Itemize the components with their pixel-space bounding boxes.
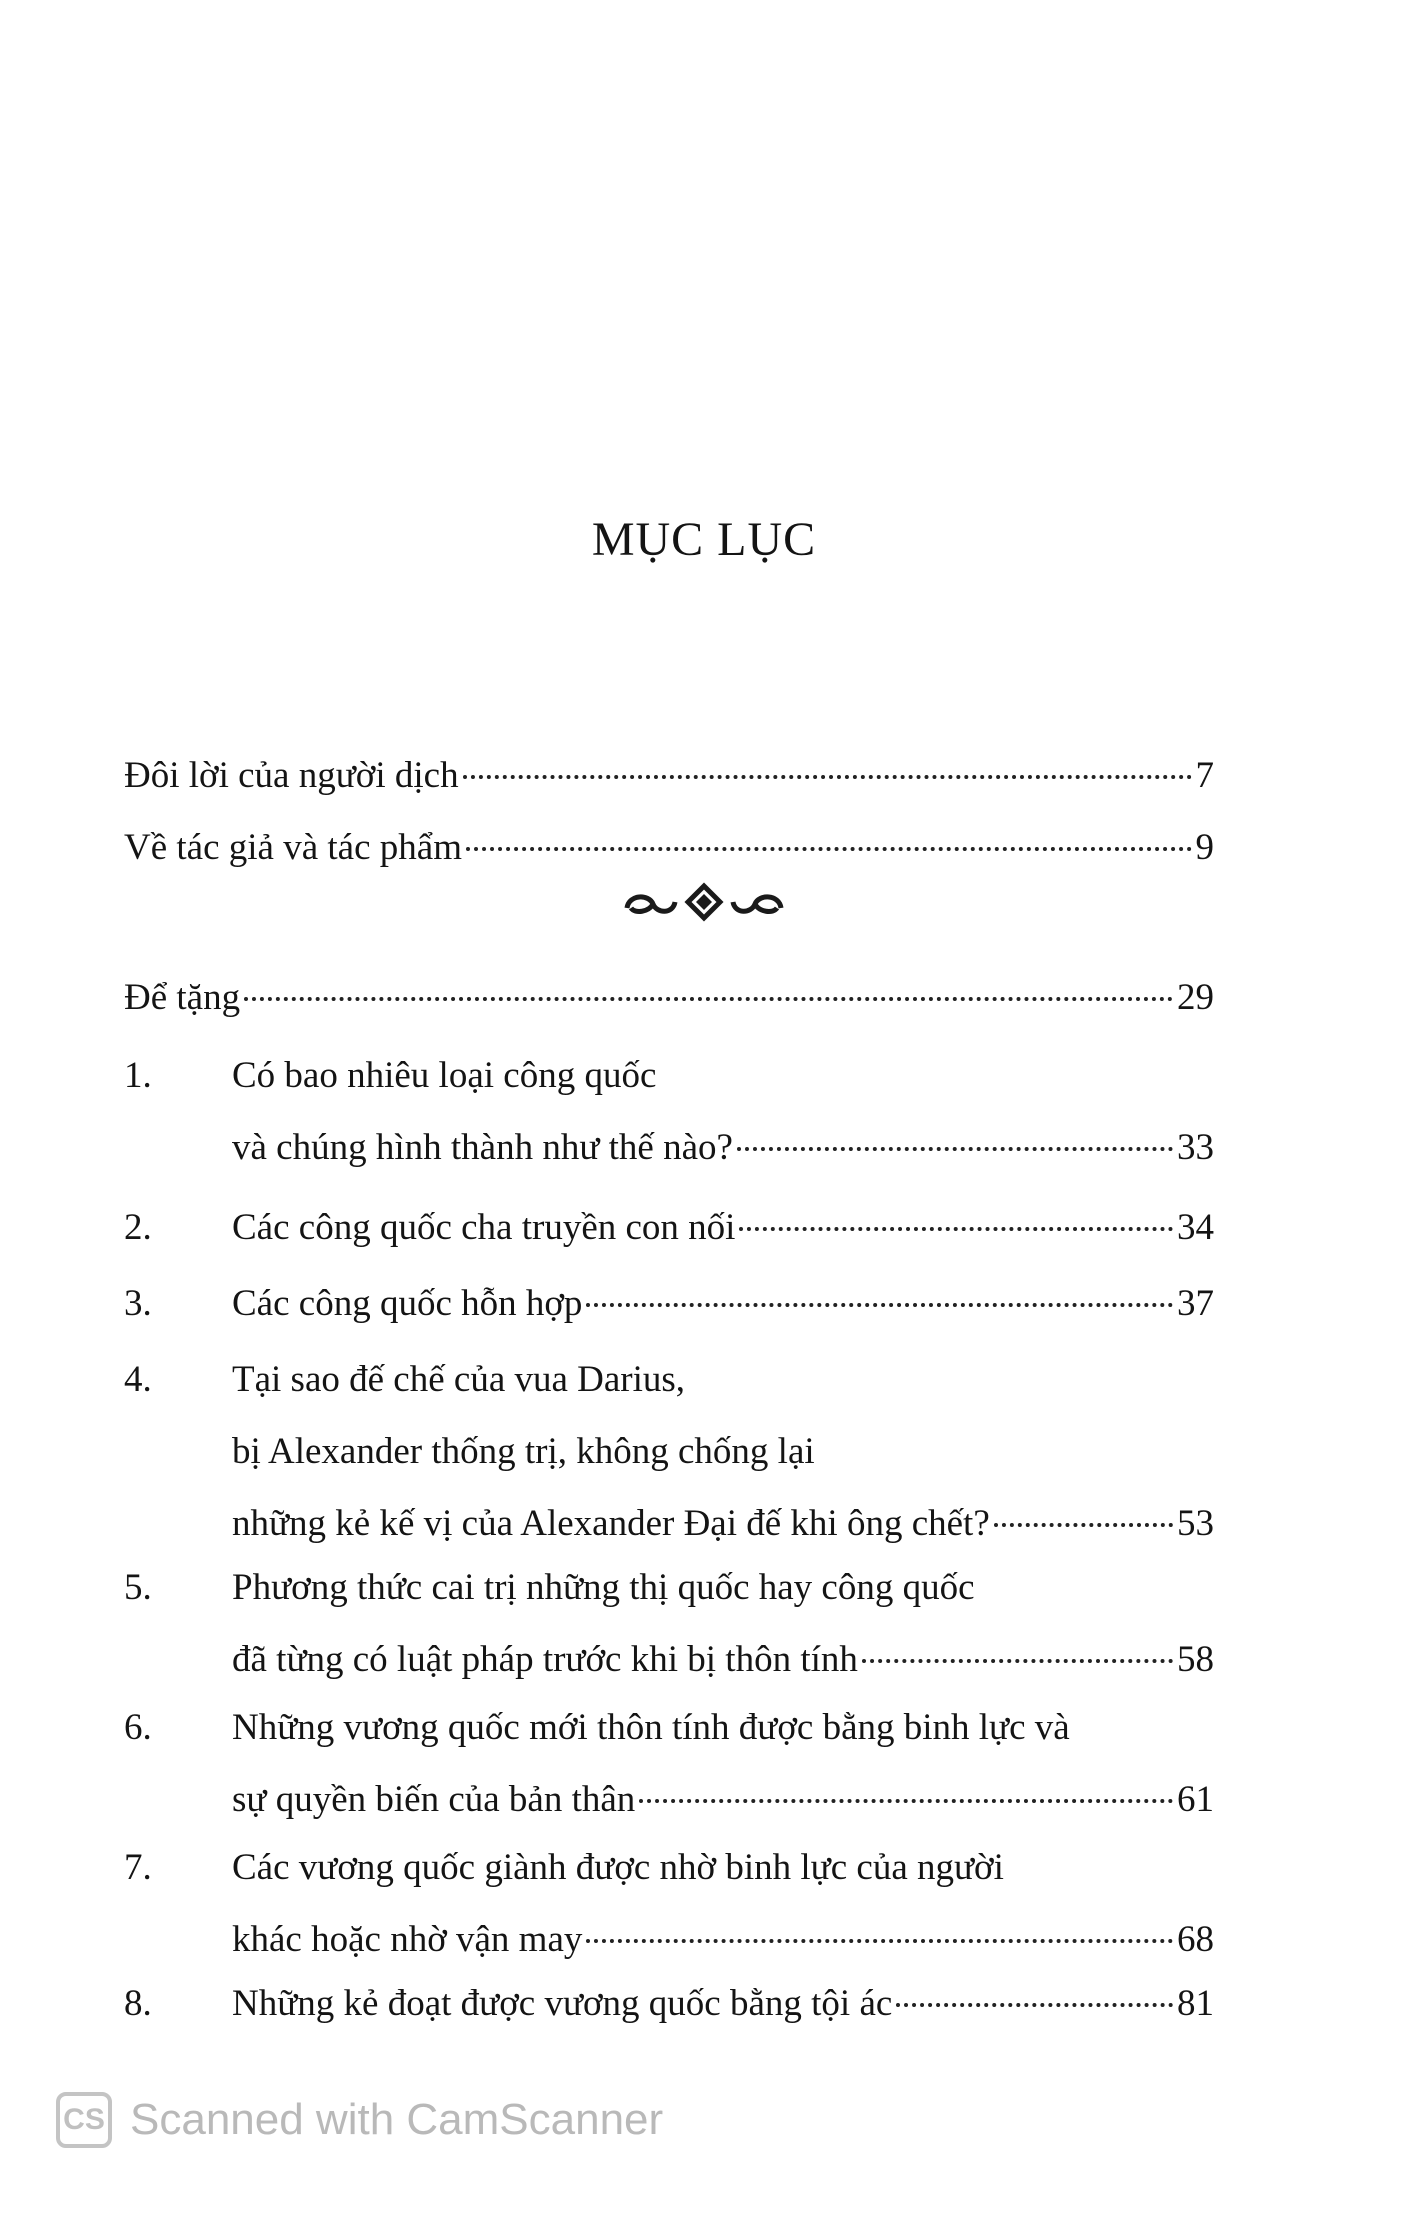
toc-chapter-1[interactable] xyxy=(124,1040,1214,1184)
toc-page-number: 81 xyxy=(1177,1983,1214,2024)
toc-page-number: 34 xyxy=(1177,1207,1214,1248)
chapter-number: 4. xyxy=(124,1359,152,1400)
chapter-title-line: Các vương quốc giành được nhờ binh lực của người xyxy=(232,1847,1004,1888)
dot-leader xyxy=(739,1227,1173,1231)
toc-page-number: 58 xyxy=(1177,1639,1214,1680)
chapter-number: 7. xyxy=(124,1847,152,1888)
dot-leader xyxy=(862,1659,1173,1663)
chapter-number: 2. xyxy=(124,1207,152,1248)
dot-leader xyxy=(896,2003,1173,2007)
dot-leader xyxy=(586,1303,1173,1307)
ornament-divider xyxy=(0,880,1408,934)
toc-page-number: 37 xyxy=(1177,1283,1214,1324)
toc-chapter-8[interactable] xyxy=(124,1968,1214,2040)
chapter-title-line: Tại sao đế chế của vua Darius, xyxy=(232,1359,686,1400)
toc-page-number: 61 xyxy=(1177,1779,1214,1820)
chapter-number: 8. xyxy=(124,1983,152,2024)
chapter-title-line: đã từng có luật pháp trước khi bị thôn tính xyxy=(232,1639,858,1680)
toc-entry-text: Về tác giả và tác phẩm xyxy=(124,827,462,868)
chapter-number: 5. xyxy=(124,1567,152,1608)
toc-entry-dedication[interactable] xyxy=(124,962,1214,1034)
chapter-title-line: Phương thức cai trị những thị quốc hay công quốc xyxy=(232,1567,975,1608)
chapter-title-line: Các công quốc hỗn hợp xyxy=(232,1283,583,1324)
toc-chapter-6[interactable] xyxy=(124,1692,1214,1836)
dot-leader xyxy=(639,1799,1173,1803)
scanner-watermark xyxy=(56,2092,663,2148)
camscanner-logo-icon: CS xyxy=(56,2092,112,2148)
dot-leader xyxy=(586,1939,1173,1943)
chapter-title-line: sự quyền biến của bản thân xyxy=(232,1779,636,1820)
toc-chapter-5[interactable] xyxy=(124,1552,1214,1696)
toc-chapter-4[interactable] xyxy=(124,1344,1214,1560)
toc-entry-text: Đôi lời của người dịch xyxy=(124,755,459,796)
dot-leader xyxy=(994,1523,1173,1527)
chapter-number: 6. xyxy=(124,1707,152,1748)
chapter-title-line: những kẻ kế vị của Alexander Đại đế khi ông chết? xyxy=(232,1503,990,1544)
toc-page-number: 33 xyxy=(1177,1127,1214,1168)
toc-entry-about-author[interactable] xyxy=(124,812,1214,884)
flourish-ornament-icon xyxy=(619,880,789,924)
chapter-title-line: Các công quốc cha truyền con nối xyxy=(232,1207,736,1248)
toc-page-number: 68 xyxy=(1177,1919,1214,1960)
chapter-number: 1. xyxy=(124,1055,152,1096)
toc-chapter-2[interactable] xyxy=(124,1192,1214,1264)
chapter-number: 3. xyxy=(124,1283,152,1324)
page-title: MỤC LỤC xyxy=(591,513,817,566)
chapter-title-line: và chúng hình thành như thế nào? xyxy=(232,1127,733,1168)
toc-page-number: 53 xyxy=(1177,1503,1214,1544)
watermark-text: Scanned with CamScanner xyxy=(130,2095,664,2144)
toc-entry-text: Để tặng xyxy=(124,977,241,1018)
dot-leader xyxy=(466,847,1192,851)
toc-page-number: 9 xyxy=(1195,827,1214,868)
toc-chapter-7[interactable] xyxy=(124,1832,1214,1976)
chapter-title-line: Những vương quốc mới thôn tính được bằng binh lực và xyxy=(232,1707,1070,1748)
chapter-title-line: bị Alexander thống trị, không chống lại xyxy=(232,1431,815,1472)
chapter-title-line: khác hoặc nhờ vận may xyxy=(232,1919,583,1960)
toc-page-number: 29 xyxy=(1177,977,1214,1018)
toc-entry-translator-note[interactable] xyxy=(124,740,1214,812)
toc-chapter-3[interactable] xyxy=(124,1268,1214,1340)
toc-page-number: 7 xyxy=(1195,755,1214,796)
dot-leader xyxy=(244,997,1173,1001)
dot-leader xyxy=(463,775,1192,779)
dot-leader xyxy=(737,1147,1173,1151)
chapter-title-line: Có bao nhiêu loại công quốc xyxy=(232,1055,657,1096)
chapter-title-line: Những kẻ đoạt được vương quốc bằng tội ác xyxy=(232,1983,893,2024)
